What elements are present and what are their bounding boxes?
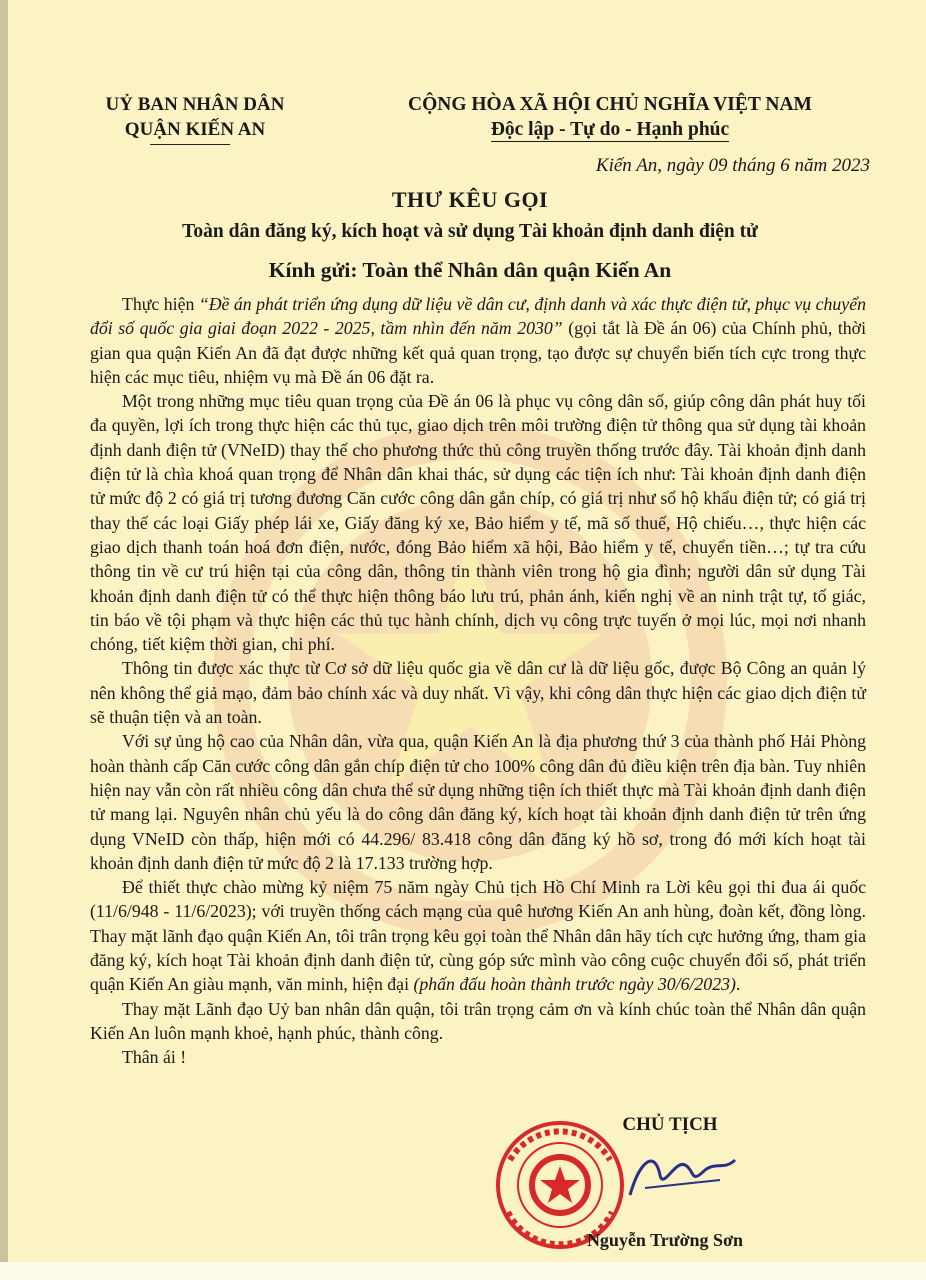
closing-salutation: Thân ái ! [122, 1047, 187, 1068]
signer-name: Nguyễn Trường Sơn [586, 1230, 744, 1250]
paragraph-2: Một trong những mục tiêu quan trọng của Đề án 06 là phục vụ công dân số, giúp công dân phát huy tối đa quyền, lợi ích trong thực hiện các thủ tục, giao dịch trên môi trường điện tử thông qua sử dụng tài khoản định danh điện tử (VNeID) thay thế cho phương thức thủ công truyền thống trước đây. Tài khoản định danh điện tử là chìa khoá quan trọng để Nhân dân khai thác, sử dụng các tiện ích như: Tài khoản định danh điện tử mức độ 2 có giá trị tương đương Căn cước công dân gắn chíp, có giá trị như sổ hộ khẩu điện tử; có giá trị thay thế các loại Giấy phép lái xe, Giấy đăng ký xe, Bảo hiểm y tế, mã số thuế, Hộ chiếu…, thực hiện các giao dịch thanh toán hoá đơn điện, nước, đóng Bảo hiểm xã hội, Bảo hiểm y tế, chuyển tiền…; tự tra cứu thông tin về cư trú hiện tại của công dân, thông tin thành viên trong hộ gia đình; người dân sử dụng Tài khoản định danh điện tử có thể thực hiện thông báo lưu trú, phản ánh, kiến nghị về an ninh trật tự, tố giác, tin báo về tội phạm và thực hiện các thủ tục hành chính, dịch vụ công trực tuyến ở mọi lúc, mọi nơi nhanh chóng, tiết kiệm thời gian, chi phí. [90, 391, 866, 655]
national-header [360, 92, 860, 142]
issuing-organization [95, 92, 295, 142]
document-title: THƯ KÊU GỌI [391, 187, 549, 212]
scan-bottom-edge [0, 1262, 926, 1280]
paragraph-3: Thông tin được xác thực từ Cơ sở dữ liệu quốc gia về dân cư là dữ liệu gốc, được Bộ Công an quản lý nên không thể giả mạo, đảm bảo chính xác và duy nhất. Vì vậy, khi công dân thực hiện các giao dịch điện tử sẽ thuận tiện và an toàn. [90, 658, 866, 728]
greeting-line: Kính gửi: Toàn thể Nhân dân quận Kiến An [268, 258, 672, 282]
paragraph-5-main: Để thiết thực chào mừng kỷ niệm 75 năm ngày Chủ tịch Hồ Chí Minh ra Lời kêu gọi thi đua ái quốc (11/6/948 - 11/6/2023); với truyền thống cách mạng của quê hương Kiến An anh hùng, đoàn kết, đồng lòng. Thay mặt lãnh đạo quận Kiến An, tôi trân trọng kêu gọi toàn thể Nhân dân hãy tích cực hưởng ứng, tham gia đăng ký, kích hoạt Tài khoản định danh điện tử, cùng góp sức mình vào công cuộc chuyển đổi số, phát triển quận Kiến An giàu mạnh, văn minh, hiện đại [90, 877, 866, 995]
org-line-1: UỶ BAN NHÂN DÂN [105, 94, 285, 115]
letter-body [90, 292, 866, 1070]
document-subtitle: Toàn dân đăng ký, kích hoạt và sử dụng Tài khoản định danh điện tử [182, 221, 758, 242]
signer-position: CHỦ TỊCH [622, 1114, 718, 1135]
nation-name: CỘNG HÒA XÃ HỘI CHỦ NGHĨA VIỆT NAM [408, 94, 812, 115]
scan-left-edge [0, 0, 8, 1280]
national-motto: Độc lập - Tự do - Hạnh phúc [490, 119, 730, 140]
org-line-2: QUẬN KIẾN AN [124, 119, 266, 140]
org-underline [150, 144, 230, 145]
paragraph-4: Với sự ủng hộ cao của Nhân dân, vừa qua, quận Kiến An là địa phương thứ 3 của thành phố Hải Phòng hoàn thành cấp Căn cước công dân gắn chíp điện tử cho 100% công dân đủ điều kiện trên địa bàn. Tuy nhiên hiện nay vẫn còn rất nhiều công dân chưa thể sử dụng những tiện ích thiết thực mà Tài khoản định danh điện tử mang lại. Nguyên nhân chủ yếu là do công dân đăng ký, kích hoạt tài khoản định danh điện tử trên ứng dụng VNeID còn thấp, hiện mới có 44.296/ 83.418 công dân đăng ký hồ sơ, trong đó mới kích hoạt tài khoản định danh điện tử mức độ 2 là 17.133 trường hợp. [90, 731, 866, 873]
paragraph-1-lead: Thực hiện [122, 294, 199, 314]
paragraph-1-rest: (gọi tắt là Đề án 06) của Chính phủ, thời gian qua quận Kiến An đã đạt được những kết quả quan trọng, tạo được sự chuyển biến tích cực trong thực hiện các mục tiêu, nhiệm vụ mà Đề án 06 đặt ra. [90, 318, 867, 387]
handwritten-signature [600, 1140, 760, 1220]
project-name-quote: “Đề án phát triển ứng dụng dữ liệu về dân cư, định danh và xác thực điện tử, phục vụ chuyển đổi số quốc gia giai đoạn 2022 - 2025, tầm nhìn đến năm 2030” [90, 294, 866, 339]
date-line: Kiến An, ngày 09 tháng 6 năm 2023 [595, 155, 870, 176]
paragraph-6: Thay mặt Lãnh đạo Uỷ ban nhân dân quận, tôi trân trọng cảm ơn và kính chúc toàn thể Nhân dân quận Kiến An luôn mạnh khoẻ, hạnh phúc, thành công. [90, 998, 866, 1043]
deadline-note: (phấn đấu hoàn thành trước ngày 30/6/2023) [413, 974, 736, 995]
paragraph-5-end: . [735, 974, 741, 995]
paragraph-1 [90, 292, 866, 389]
paragraph-5 [90, 875, 866, 996]
